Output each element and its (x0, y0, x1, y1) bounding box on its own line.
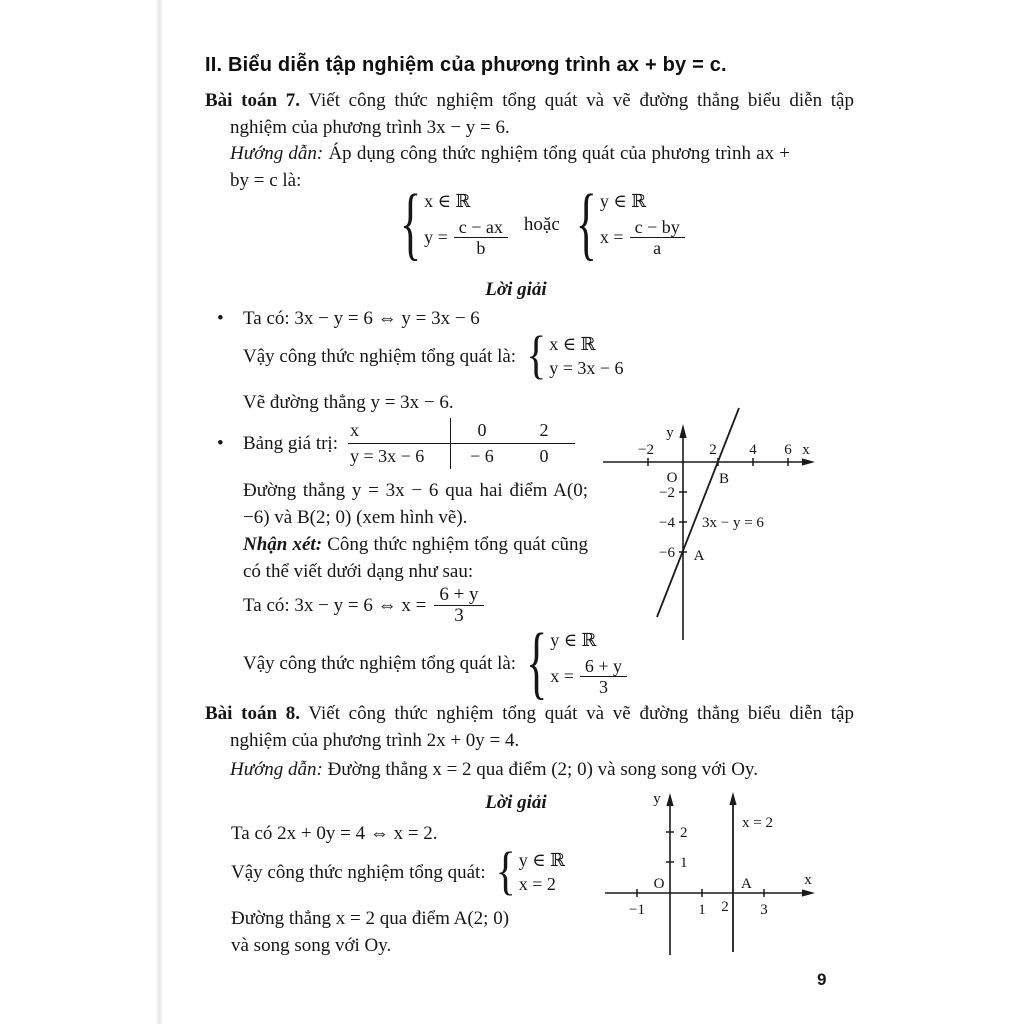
y-axis-arrow-icon (679, 424, 686, 438)
problem7-text: Viết công thức nghiệm tổng quát và vẽ đường thẳng biểu diễn tập nghiệm của phương trình 3x − y = 6. (230, 90, 854, 138)
guide8-text: Đường thẳng x = 2 qua điểm (2; 0) và song song với Oy. (327, 759, 758, 780)
system-general-2 (575, 177, 685, 269)
table-row (348, 418, 575, 444)
x-tick-label: 6 (784, 442, 792, 458)
general8-prefix: Vậy công thức nghiệm tổng quát: (231, 861, 486, 883)
table-cell: − 6 (470, 445, 494, 466)
value-table (348, 418, 575, 469)
y-axis-arrow-icon (666, 793, 673, 806)
figure-line-x-2 (595, 785, 823, 973)
table-label: Bảng giá trị: (243, 433, 338, 454)
sys8-line1: y ∈ ℝ (518, 849, 566, 870)
x-tick-label: 3 (760, 902, 768, 918)
left-brace: { (526, 616, 548, 708)
x-tick-label: 2 (709, 442, 717, 458)
guide8-label: Hướng dẫn: (230, 759, 323, 780)
bullet-icon: • (217, 308, 224, 329)
general-formula-row (400, 177, 685, 269)
point-a-label: A (693, 548, 705, 564)
left-brace: { (400, 177, 422, 269)
sys4-frac-den: 3 (598, 676, 608, 697)
sys1-frac-num: c − ax (454, 217, 508, 238)
problem8-statement (205, 700, 854, 754)
step2-row (243, 582, 484, 628)
y-axis-label: y (666, 425, 674, 441)
line-equation-label: 3x − y = 6 (702, 515, 764, 531)
sys2-frac-den: a (653, 237, 662, 258)
value-table-row (217, 418, 575, 469)
table-cell: 0 (450, 418, 513, 444)
through8-paragraph (231, 905, 591, 959)
general-solution8-row (231, 845, 565, 899)
table-cell: 0 (539, 445, 549, 466)
note-paragraph (243, 531, 588, 585)
x-axis-arrow-icon (802, 458, 815, 465)
left-brace: { (495, 843, 516, 901)
sys2-line1: y ∈ ℝ (599, 190, 647, 211)
page-edge-shadow (156, 0, 163, 1024)
point-a-label: A (741, 876, 752, 892)
table-cell-y: y = 3x − 6 (348, 444, 451, 470)
system-general-1 (400, 177, 508, 269)
y-tick-label: −4 (659, 515, 675, 531)
graph-line-arrow-icon (729, 792, 736, 805)
table-cell-x: x (348, 418, 451, 444)
through8-line2: và song song với Oy. (231, 935, 392, 956)
x-tick-label: −1 (629, 902, 645, 918)
bullet-icon: • (217, 433, 224, 454)
step1-row (217, 305, 777, 332)
table-row (348, 444, 575, 470)
sys8-line2: x = 2 (518, 873, 556, 894)
sys1-line2-lhs: y = (424, 226, 448, 247)
through-points-text: Đường thẳng y = 3x − 6 qua hai điểm A(0; −6) và B(2; 0) (xem hình vẽ). (243, 480, 588, 528)
problem7-statement (205, 87, 854, 141)
y-axis-label: y (653, 791, 661, 807)
step2-lhs: Ta có: 3x − y = 6 ⇔ x = (243, 594, 427, 616)
sys4-line1: y ∈ ℝ (550, 629, 597, 650)
general7b-prefix: Vậy công thức nghiệm tổng quát là: (243, 652, 517, 674)
table-cell: 2 (513, 418, 575, 444)
sys4-fraction (580, 656, 627, 697)
solution7-title: Lời giải (485, 279, 547, 300)
general7-prefix: Vậy công thức nghiệm tổng quát là: (243, 345, 517, 367)
sys3-line2: y = 3x − 6 (549, 357, 624, 378)
guide7-label: Hướng dẫn: (230, 143, 324, 164)
x-tick-label: 1 (698, 902, 706, 918)
figure-line-3x-y-6 (595, 398, 825, 646)
guide7-text: Áp dụng công thức nghiệm tổng quát của phương trình ax + by = c là: (230, 143, 790, 191)
x-tick-label: 2 (721, 899, 729, 915)
sys4-line2-lhs: x = (550, 665, 574, 686)
left-brace: { (526, 327, 547, 385)
problem8-guide (230, 756, 840, 783)
problem7-label: Bài toán 7. (205, 90, 301, 111)
sys2-frac-num: c − by (630, 217, 685, 238)
point-b-label: B (718, 471, 730, 487)
note-text: Công thức nghiệm tổng quát cũng có thể viết dưới dạng như sau: (243, 534, 588, 582)
draw-line-text: Vẽ đường thẳng y = 3x − 6. (243, 392, 454, 413)
step1-text: Ta có: 3x − y = 6 ⇔ y = 3x − 6 (243, 308, 480, 329)
hoac-word: hoặc (523, 213, 560, 235)
x-axis-arrow-icon (802, 889, 815, 896)
x-tick-label: 4 (749, 442, 757, 458)
step8-text: Ta có 2x + 0y = 4 ⇔ x = 2. (231, 823, 438, 844)
origin-label: O (666, 470, 678, 486)
general-solution7b-row (243, 616, 627, 708)
step2-frac-num: 6 + y (434, 585, 483, 606)
step2-fraction (434, 585, 483, 626)
x-axis-label: x (802, 442, 810, 458)
sys4-frac-num: 6 + y (580, 656, 627, 677)
y-tick-label: −2 (659, 485, 675, 501)
y-tick-label: 1 (680, 855, 688, 871)
sys1-frac-den: b (476, 237, 486, 258)
sys3-line1: x ∈ ℝ (549, 333, 596, 354)
section-heading: II. Biểu diễn tập nghiệm của phương trình ax + by = c. (205, 54, 727, 76)
line-equation-label: x = 2 (742, 815, 773, 831)
left-brace: { (575, 177, 597, 269)
sys2-line2-lhs: x = (599, 226, 624, 247)
y-tick-label: 2 (680, 825, 688, 841)
sys1-fraction (454, 217, 508, 258)
system-solution7 (526, 327, 624, 385)
system-solution8 (495, 843, 566, 901)
step2-frac-den: 3 (454, 604, 464, 626)
sys1-line1: x ∈ ℝ (424, 190, 471, 211)
x-axis-label: x (804, 872, 812, 888)
note-label: Nhận xét: (243, 534, 323, 555)
through8-line1: Đường thẳng x = 2 qua điểm A(2; 0) (231, 908, 510, 929)
page-number: 9 (817, 970, 827, 989)
solution8-title: Lời giải (485, 792, 547, 813)
origin-label: O (653, 876, 665, 892)
problem8-label: Bài toán 8. (205, 703, 301, 724)
problem8-text: Viết công thức nghiệm tổng quát và vẽ đường thẳng biểu diễn tập nghiệm của phương trình 2x + 0y = 4. (230, 703, 854, 751)
general-solution7-row (243, 327, 624, 385)
x-tick-label: −2 (638, 442, 654, 458)
y-tick-label: −6 (659, 545, 675, 561)
sys2-fraction (630, 217, 685, 258)
